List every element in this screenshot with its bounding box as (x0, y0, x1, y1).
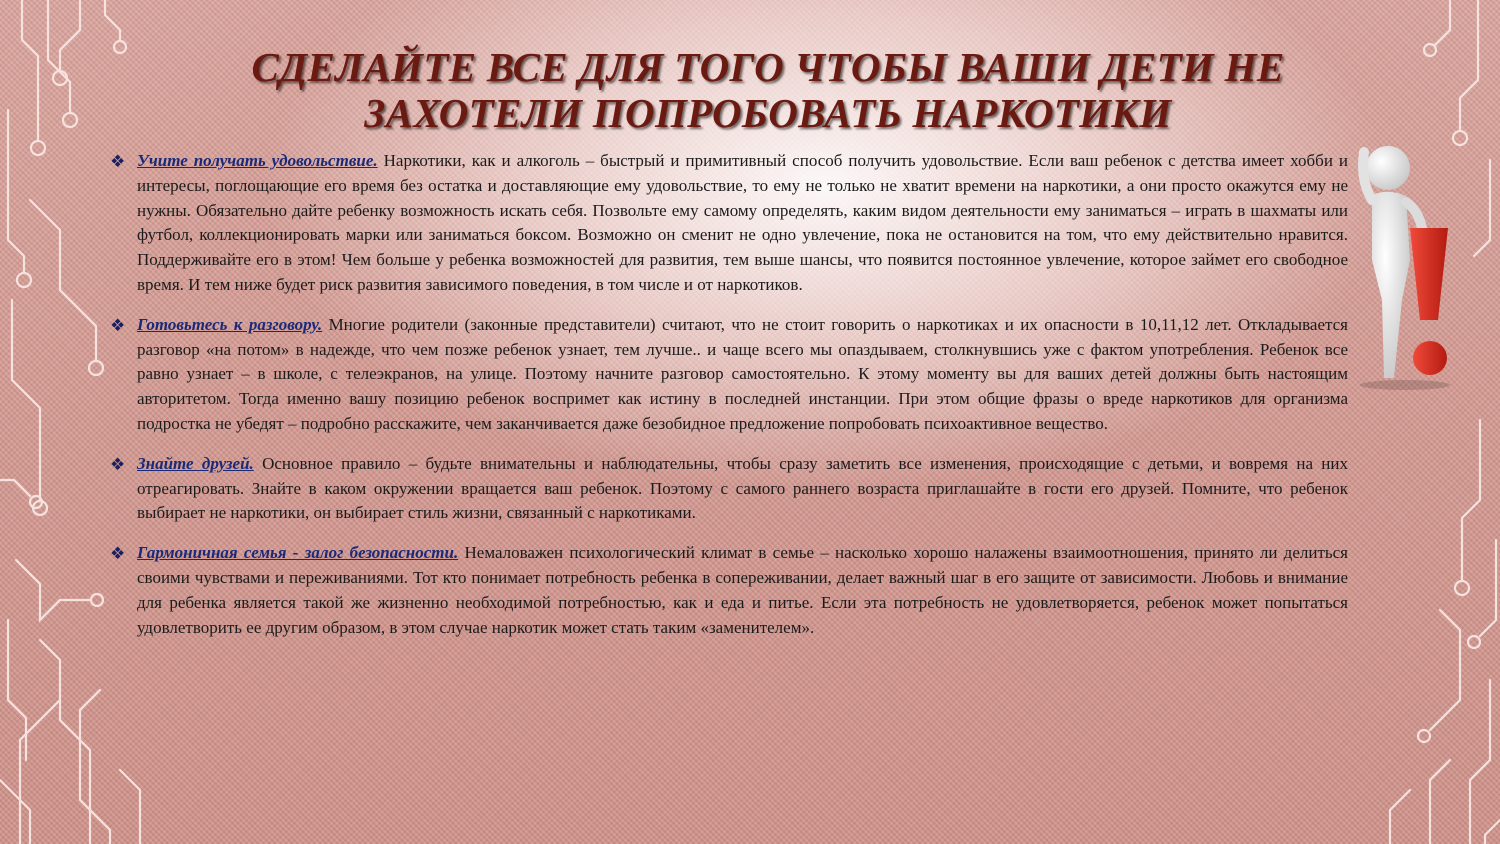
item-heading: Учите получать удовольствие. (137, 151, 378, 170)
paragraph (137, 541, 1348, 640)
item-heading: Готовьтесь к разговору. (137, 314, 323, 334)
diamond-bullet-icon: ❖ (110, 152, 126, 171)
item-text: Основное правило – будьте внимательны и наблюдательны, чтобы сразу заметить все изменения, происходящие с детьми, и вовремя на них отреагировать. Знайте в каком окружении вращается ваш ребенок. Поэтому с самого раннего возраста приглашайте в гости его друзей. Помните, что ребенок выбирает не наркотики, он выбирает стиль жизни, связанный с наркотиками. (137, 453, 1349, 523)
diamond-bullet-icon: ❖ (110, 544, 126, 564)
advice-list (110, 149, 1348, 655)
item-text: Немаловажен психологический климат в семье – насколько хорошо налажены взаимоотношения, принято ли делиться своими чувствами и переживаниями. Тот кто понимает потребность ребенка в сопереживании, делает важный шаг в его защите от зависимости. Любовь и внимание для ребенка является такой же жизненно необходимой потребностью, как и еда и питье. Если эта потребность не удовлетворяется, ребенок может попытаться удовлетворить ее другим образом, в этом случае наркотик может стать таким «заменителем». (137, 543, 1348, 637)
page-title (180, 44, 1356, 136)
paragraph (137, 313, 1348, 437)
figure-with-exclamation-icon (1350, 140, 1460, 390)
paragraph (137, 452, 1348, 526)
item-heading: Гармоничная семья - залог безопасности. (137, 543, 459, 563)
item-text: Наркотики, как и алкоголь – быстрый и примитивный способ получить удовольствие. Если ваш ребенок с детства имеет хобби и интересы, поглощающие его время без остатка и доставляющие ему удовольствие, то ему не только не хватит времени на наркотики, а они просто окажутся ему не нужны. Обязательно дайте ребенку возможность искать себя. Позвольте ему самому определять, каким видом деятельности ему заниматься – играть в шахматы или футбол, коллекционировать марки или заниматься боксом. Возможно он сменит не одно увлечение, пока не остановится на том, что ему действительно нравится. Поддерживайте его в этом! Чем больше у ребенка возможностей для развития, тем выше шансы, что появится постоянное увлечение, которое займет его свободное время. И тем ниже будет риск развития зависимого поведения, в том числе и от наркотиков. (137, 151, 1348, 294)
list-item (110, 541, 1348, 640)
list-item (110, 313, 1348, 437)
circuit-decoration-right (1350, 0, 1500, 844)
item-heading: Знайте друзей. (137, 453, 254, 473)
list-item (110, 452, 1348, 526)
list-item (110, 149, 1348, 298)
paragraph (137, 149, 1348, 298)
diamond-bullet-icon: ❖ (110, 315, 126, 335)
diamond-bullet-icon: ❖ (110, 454, 126, 474)
title-line-1: СДЕЛАЙТЕ ВСЕ ДЛЯ ТОГО ЧТОБЫ ВАШИ ДЕТИ НЕ (251, 44, 1285, 90)
title-line-2: ЗАХОТЕЛИ ПОПРОБОВАТЬ НАРКОТИКИ (364, 90, 1172, 136)
item-text: Многие родители (законные представители) считают, что не стоит говорить о наркотиках и их опасности в 10,11,12 лет. Откладывается разговор «на потом» в надежде, что чем позже ребенок узнает, тем лучше.. и чаще всего мы опаздываем, столкнувшись уже с фактом употребления. Ребенок все равно узнает – в школе, с телеэкранов, на улице. Поэтому начните разговор самостоятельно. К этому моменту вы для ваших детей должны быть настоящим авторитетом. Тогда именно вашу позицию ребенок воспримет как истину в последней инстанции. При этом общие фразы о вреде наркотиков для организма подростка не убедят – подробно расскажите, чем заканчивается даже безобидное предложение попробовать психоактивное вещество. (137, 314, 1348, 433)
